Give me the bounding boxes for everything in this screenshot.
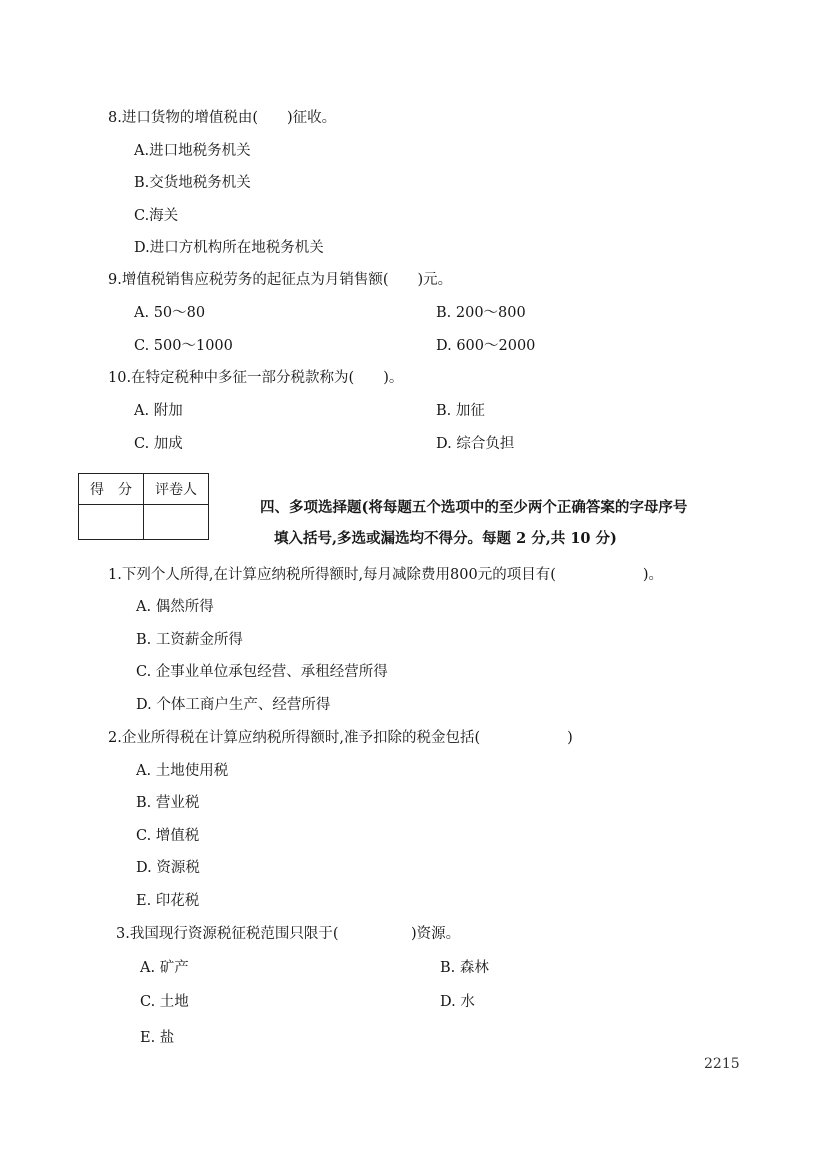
mq3-option-d: D. 水: [440, 994, 475, 1010]
q8-option-d: D.进口方机构所在地税务机关: [134, 240, 324, 256]
q8-option-b: B.交货地税务机关: [134, 175, 251, 191]
q8-option-c: C.海关: [134, 208, 179, 224]
mq1-option-d: D. 个体工商户生产、经营所得: [136, 697, 331, 713]
q9-option-a: A. 50～80: [134, 305, 206, 321]
mq1-option-b: B. 工资薪金所得: [136, 632, 243, 648]
section4-title-line1: 四、多项选择题(将每题五个选项中的至少两个正确答案的字母序号: [260, 499, 688, 516]
mq3-option-b: B. 森林: [440, 960, 489, 976]
section4-title-line2: 填入括号,多选或漏选均不得分。每题 2 分,共 10 分): [274, 530, 617, 547]
mq2-option-c: C. 增值税: [136, 828, 200, 844]
q9-option-c: C. 500～1000: [134, 338, 233, 354]
q8-option-a: A.进口地税务机关: [134, 143, 251, 159]
q10-option-b: B. 加征: [436, 403, 485, 419]
grader-header: 评卷人: [144, 474, 209, 505]
mq2-option-b: B. 营业税: [136, 795, 200, 811]
mq2-option-d: D. 资源税: [136, 860, 200, 876]
q9-option-b: B. 200～800: [436, 305, 526, 321]
q10-option-c: C. 加成: [134, 436, 183, 452]
q10-option-a: A. 附加: [134, 403, 183, 419]
q10-stem: 10.在特定税种中多征一部分税款称为( )。: [108, 370, 404, 386]
mq1-stem: 1.下列个人所得,在计算应纳税所得额时,每月减除费用800元的项目有( )。: [108, 567, 664, 583]
mq3-stem: 3.我国现行资源税征税范围只限于( )资源。: [116, 926, 461, 942]
mq1-option-c: C. 企事业单位承包经营、承租经营所得: [136, 664, 388, 680]
mq3-option-c: C. 土地: [140, 994, 189, 1010]
score-header: 得 分: [79, 474, 144, 505]
mq2-option-a: A. 土地使用税: [136, 763, 229, 779]
score-box: [78, 473, 209, 540]
grader-cell: [144, 505, 209, 540]
q9-option-d: D. 600～2000: [436, 338, 536, 354]
mq2-option-e: E. 印花税: [136, 893, 200, 909]
mq1-option-a: A. 偶然所得: [136, 599, 214, 615]
page-number: 2215: [704, 1056, 740, 1072]
mq2-stem: 2.企业所得税在计算应纳税所得额时,准予扣除的税金包括( ): [108, 730, 573, 746]
mq3-option-a: A. 矿产: [140, 960, 189, 976]
mq3-option-e: E. 盐: [140, 1030, 175, 1046]
q8-stem: 8.进口货物的增值税由( )征收。: [108, 110, 337, 126]
q10-option-d: D. 综合负担: [436, 436, 515, 452]
q9-stem: 9.增值税销售应税劳务的起征点为月销售额( )元。: [108, 272, 453, 288]
score-cell: [79, 505, 144, 540]
